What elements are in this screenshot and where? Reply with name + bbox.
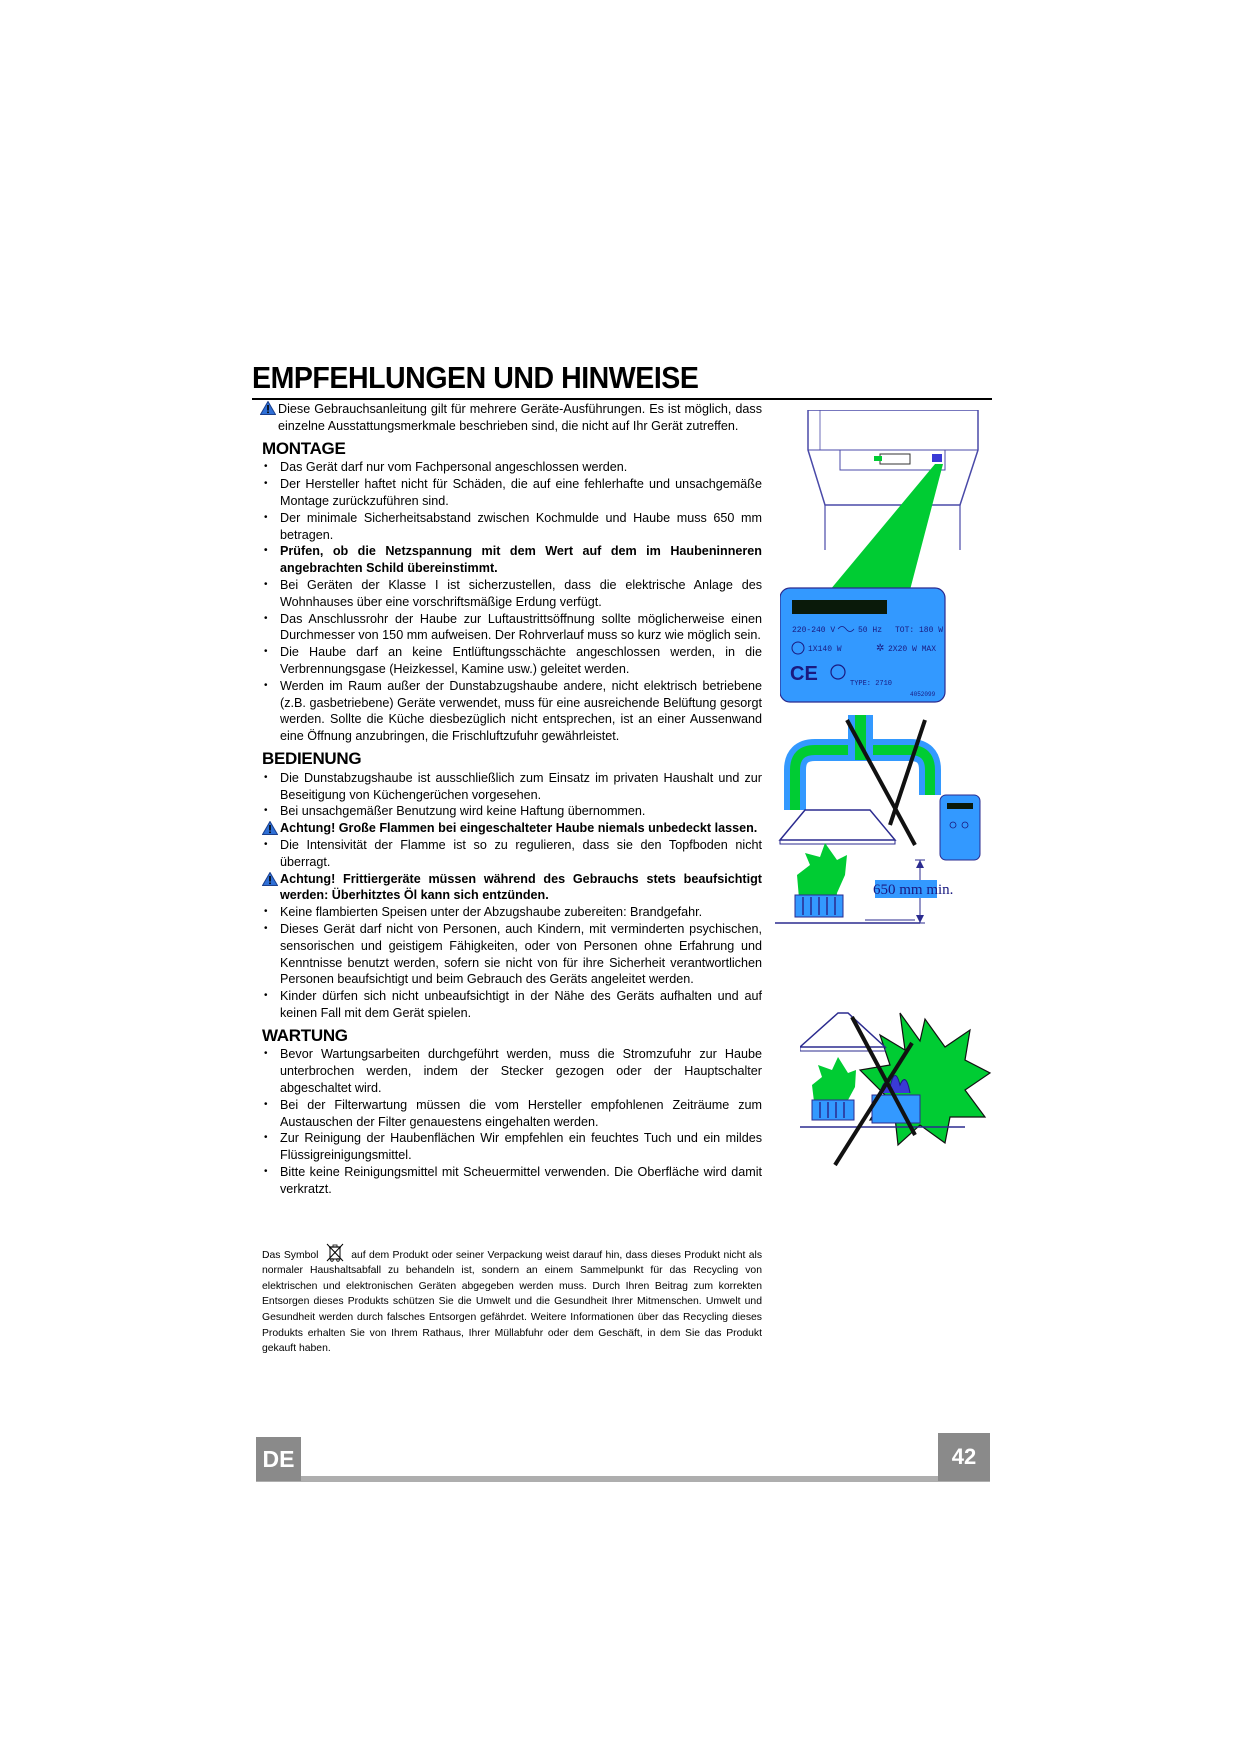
page-number: 42 — [938, 1433, 990, 1481]
warning-triangle-icon — [262, 872, 278, 886]
crossed-bin-icon — [324, 1242, 346, 1262]
list-item: • Keine flambierten Speisen unter der Abzugshaube zubereiten: Brandgefahr. — [262, 904, 762, 921]
list-item: • Die Haube darf an keine Entlüftungsschächte angeschlossen werden, in die Verbrennungsgase (Heizkessel, Kamine usw.) geleitet werden. — [262, 644, 762, 678]
intro-text: Diese Gebrauchsanleitung gilt für mehrere Geräte-Ausführungen. Es ist möglich, dass einzelne Ausstattungsmerkmale beschrieben sind, die nicht auf Ihr Gerät zutreffen. — [278, 402, 762, 433]
list-item: • Die Intensivität der Flamme ist so zu regulieren, dass sie den Topfboden nicht überragt. — [262, 837, 762, 871]
page-title: EMPFEHLUNGEN UND HINWEISE — [252, 360, 699, 395]
list-item: • Kinder dürfen sich nicht unbeaufsichtigt in der Nähe des Geräts aufhalten und auf keinen Fall mit dem Gerät spielen. — [262, 988, 762, 1022]
list-item: • Zur Reinigung der Haubenflächen Wir empfehlen ein feuchtes Tuch und ein mildes Flüssigreinigungsmittel. — [262, 1130, 762, 1164]
rating-lamps: 2X20 W MAX — [888, 645, 937, 654]
list-item: • Der Hersteller haftet nicht für Schäden, die auf eine fehlerhafte und unsachgemäße Montage zurückzuführen sind. — [262, 476, 762, 510]
rating-type: TYPE: 2710 — [850, 680, 893, 688]
rating-motor: 1X140 W — [808, 645, 842, 654]
bedienung-list — [262, 770, 762, 1022]
list-item: • Bei Geräten der Klasse I ist sicherzustellen, dass die elektrische Anlage des Wohnhauses über eine vorschriftsmäßige Erdung verfügt. — [262, 577, 762, 611]
warning-text: Achtung! Frittiergeräte müssen während des Gebrauchs stets beaufsichtigt werden: Überhitztes Öl kann sich entzünden. — [280, 871, 762, 903]
distance-label: 650 mm min. — [873, 882, 954, 898]
rating-frequency: 50 Hz — [858, 626, 883, 635]
list-item: • Prüfen, ob die Netzspannung mit dem Wert auf dem im Haubeninneren angebrachten Schild übereinstimmt. — [262, 543, 762, 577]
section-heading-wartung: WARTUNG — [262, 1025, 348, 1045]
list-item: • Bevor Wartungsarbeiten durchgeführt werden, muss die Stromzufuhr zur Haube unterbrochen werden, indem der Stecker gezogen oder der Hauptschalter abgeschaltet wird. — [262, 1046, 762, 1096]
list-item: • Die Dunstabzugshaube ist ausschließlich zum Einsatz im privaten Haushalt und zur Beseitigung von Küchengerüchen vorgesehen. — [262, 770, 762, 804]
ce-mark-icon: CE — [790, 663, 818, 685]
list-item: • Werden im Raum außer der Dunstabzugshaube andere, nicht elektrisch betriebene (z.B. gasbetriebene) Geräte verwendet, muss für eine ausreichende Belüftung gesorgt werden. Sollte die Küche diesbezüglich nicht entsprechen, ist an einer Aussenwand eine Öffnung anzubringen, die Frischluftzufuhr gewährleistet. — [262, 678, 762, 745]
disposal-note — [262, 1242, 762, 1357]
list-item: • Das Gerät darf nur vom Fachpersonal angeschlossen werden. — [262, 459, 762, 476]
rating-plate-figure — [780, 410, 995, 710]
section-heading-montage: MONTAGE — [262, 438, 346, 458]
list-item: • Bei der Filterwartung müssen die vom Hersteller empfohlenen Zeiträume zum Austauschen der Filter genauestens eingehalten werden. — [262, 1097, 762, 1131]
title-rule — [252, 398, 992, 400]
section-heading-bedienung: BEDIENUNG — [262, 748, 362, 768]
disposal-note-before: Das Symbol — [262, 1249, 319, 1261]
list-item: • Der minimale Sicherheitsabstand zwischen Kochmulde und Haube muss 650 mm betragen. — [262, 510, 762, 544]
warning-item — [262, 820, 762, 837]
text-column — [262, 401, 762, 1367]
footer-bar — [256, 1476, 990, 1482]
warning-triangle-icon — [260, 401, 276, 415]
rating-voltage: 220-240 V — [792, 626, 836, 635]
list-item: • Das Anschlussrohr der Haube zur Luftaustrittsöffnung sollte möglicherweise einen Durchmesser von 150 mm aufweisen. Der Rohrverlauf muss so kurz wie möglich sein. — [262, 611, 762, 645]
montage-list — [262, 459, 762, 745]
warning-text: Achtung! Große Flammen bei eingeschalteter Haube niemals unbedeckt lassen. — [280, 821, 758, 836]
language-badge: DE — [256, 1437, 301, 1481]
hood-distance-figure — [775, 715, 1000, 940]
warning-item — [262, 871, 762, 905]
warning-triangle-icon — [262, 821, 278, 835]
intro-paragraph — [262, 401, 762, 435]
list-item: • Dieses Gerät darf nicht von Personen, auch Kindern, mit verminderten psychischen, sensorischen und geistigem Fähigkeiten, oder von Personen ohne Erfahrung und Kenntnisse benutzt werden, sofern sie nicht von für ihre Sicherheit verantwortlichen Personen beaufsichtigt und beim Gebrauch des Geräts angeleitet werden. — [262, 921, 762, 988]
list-item: • Bei unsachgemäßer Benutzung wird keine Haftung übernommen. — [262, 803, 762, 820]
lamp-icon: ✲ — [876, 643, 885, 654]
list-item: • Bitte keine Reinigungsmittel mit Scheuermittel verwenden. Die Oberfläche wird damit verkratzt. — [262, 1164, 762, 1198]
flambe-warning-figure — [800, 1005, 995, 1180]
wartung-list — [262, 1046, 762, 1197]
rating-total: TOT: 180 W — [895, 626, 944, 635]
rating-serial: 4052099 — [910, 691, 936, 698]
disposal-note-text: auf dem Produkt oder seiner Verpackung weist darauf hin, dass dieses Produkt nicht als normaler Haushaltsabfall zu behandeln ist, sondern an einem Sammelpunkt für das Recycling von elektrischen und elektronischen Geräten abgegeben werden muss. Durch Ihren Beitrag zum korrekten Entsorgen dieses Produkts schützen Sie die Umwelt und die Gesundheit Ihrer Mitmenschen. Umwelt und Gesundheit werden durch falsches Entsorgen gefährdet. Weitere Informationen über das Recycling dieses Produkts erhalten Sie von Ihrem Rathaus, Ihrer Müllabfuhr oder dem Geschäft, in dem Sie das Produkt gekauft haben. — [262, 1249, 763, 1355]
